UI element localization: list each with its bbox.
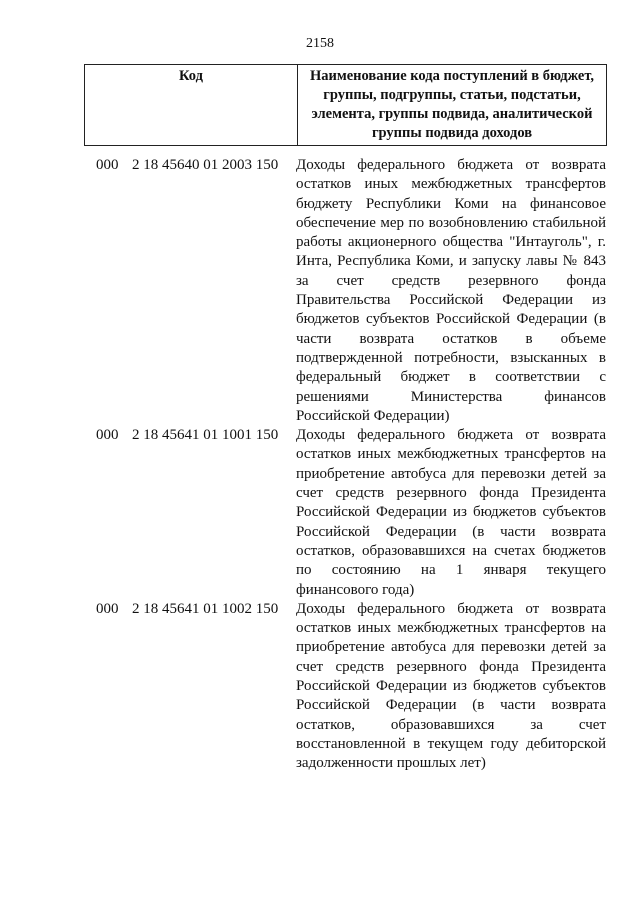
row-admin-code: 000: [96, 427, 119, 444]
row-income-name: Доходы федерального бюджета от возврата остатков иных межбюджетных трансфертов бюджету Республики Коми на финансовое обеспечение мер по возобновлению стабильной работы акционерного общества "Интауголь", г. Инта, Республика Коми, и запуску лавы № 843 за счет средств резервного фонда Правительства Российской Федерации из бюджетов субъектов Российской Федерации (в части возврата остатков в объеме подтвержденной потребности, взысканных в федеральный бюджет в соответствии с решениями Министерства финансов Российской Федерации): [296, 157, 606, 424]
table-row: [96, 426, 606, 600]
table-header: [84, 64, 607, 146]
table-body: [96, 156, 606, 774]
page-number: 2158: [306, 36, 334, 51]
row-admin-code: 000: [96, 600, 119, 617]
row-income-name: Доходы федерального бюджета от возврата остатков иных межбюджетных трансфертов на приобретение автобуса для перевозки детей за счет средств резервного фонда Президента Российской Федерации из бюджетов субъектов Российской Федерации (в части возврата остатков, образовавшихся за счет восстановленной в текущем году дебиторской задолженности прошлых лет): [296, 600, 606, 772]
row-income-code: 2 18 45641 01 1002 150: [132, 600, 279, 617]
row-income-code: 2 18 45641 01 1001 150: [132, 427, 279, 444]
table-row: [96, 156, 606, 426]
header-code-column: Код: [85, 65, 298, 146]
table-row: [96, 600, 606, 774]
row-admin-code: 000: [96, 157, 119, 173]
row-income-name: Доходы федерального бюджета от возврата остатков иных межбюджетных трансфертов на приобретение автобуса для перевозки детей за счет средств резервного фонда Президента Российской Федерации из бюджетов субъектов Российской Федерации (в части возврата остатков, образовавшихся на счетах бюджетов по состоянию на 1 января текущего финансового года): [296, 427, 606, 598]
row-income-code: 2 18 45640 01 2003 150: [132, 157, 279, 173]
header-name-column: Наименование кода поступлений в бюджет, группы, подгруппы, статьи, подстатьи, элемента, группы подвида, аналитической группы подвида доходов: [298, 65, 607, 146]
